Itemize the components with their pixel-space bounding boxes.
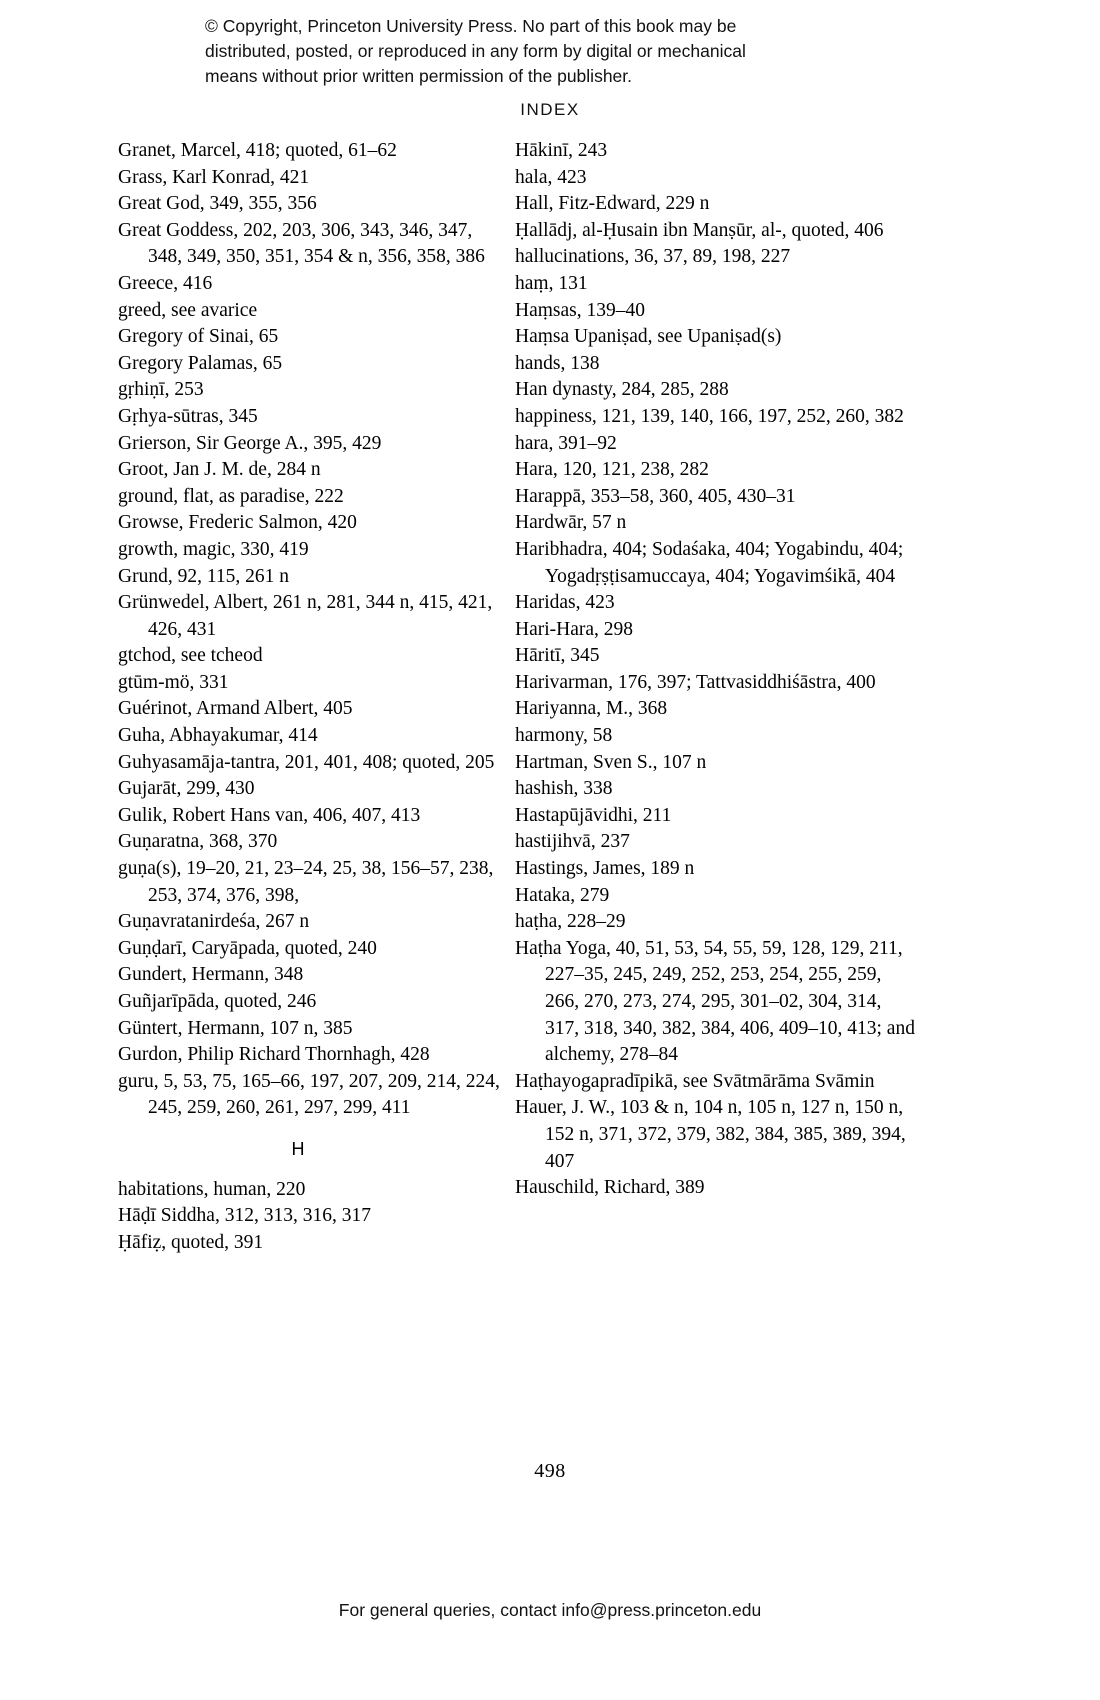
index-entry: Hara, 120, 121, 238, 282	[515, 459, 709, 481]
footer-contact: For general queries, contact info@press.princeton.edu	[338, 1600, 762, 1620]
index-entry: Hall, Fitz-Edward, 229 n	[515, 193, 710, 215]
index-entry: Haṃsa Upaniṣad, see Upaniṣad(s)	[515, 326, 782, 348]
index-entry: Hākinī, 243	[515, 140, 608, 161]
index-entry: Hauer, J. W., 103 & n, 104 n, 105 n, 127 n, 150 n, 152 n, 371, 372, 379, 382, 384, 385, 389, 394, 407	[515, 1097, 906, 1172]
index-entry: hara, 391–92	[515, 432, 617, 454]
index-entry: Grünwedel, Albert, 261 n, 281, 344 n, 415, 421, 426, 431	[118, 592, 493, 640]
index-entry: Grierson, Sir George A., 395, 429	[118, 432, 382, 454]
letter-heading: H	[291, 1138, 305, 1159]
index-entry: Gregory of Sinai, 65	[118, 326, 279, 348]
index-entry: Harappā, 353–58, 360, 405, 430–31	[515, 485, 796, 507]
index-entry: Hariyanna, M., 368	[515, 698, 668, 720]
index-entry: Groot, Jan J. M. de, 284 n	[118, 459, 321, 481]
index-entry: Ḥallādj, al-Ḥusain ibn Manṣūr, al-, quoted, 406	[515, 219, 884, 241]
index-entry: happiness, 121, 139, 140, 166, 197, 252, 260, 382	[515, 405, 904, 427]
index-entry: Grund, 92, 115, 261 n	[118, 565, 289, 587]
page-title: INDEX	[520, 100, 580, 119]
index-entry: growth, magic, 330, 419	[118, 538, 309, 560]
index-entry: harmony, 58	[515, 725, 613, 747]
index-entry: Haridas, 423	[515, 592, 615, 614]
index-entry: Granet, Marcel, 418; quoted, 61–62	[118, 140, 397, 161]
index-entry: Hardwār, 57 n	[515, 512, 627, 534]
index-columns	[0, 138, 1100, 1448]
index-entry: hands, 138	[515, 352, 600, 374]
index-entry: hala, 423	[515, 166, 587, 188]
index-entry: haṃ, 131	[515, 272, 588, 294]
index-entry: Gujarāt, 299, 430	[118, 778, 255, 800]
index-entry: gṛhiṇī, 253	[118, 379, 204, 401]
index-entry: Gundert, Hermann, 348	[118, 964, 304, 986]
index-entry: Guṇḍarī, Caryāpada, quoted, 240	[118, 937, 377, 959]
index-column-left	[118, 138, 508, 1256]
index-entry: guṇa(s), 19–20, 21, 23–24, 25, 38, 156–57, 238, 253, 374, 376, 398,	[118, 858, 494, 906]
index-entry: Greece, 416	[118, 272, 213, 294]
index-column-right	[515, 138, 915, 1202]
index-entry: Hastings, James, 189 n	[515, 858, 695, 880]
index-entry: Gregory Palamas, 65	[118, 352, 283, 374]
index-entry: haṭha, 228–29	[515, 911, 626, 933]
index-entry: Gurdon, Philip Richard Thornhagh, 428	[118, 1044, 430, 1066]
index-entry: Guérinot, Armand Albert, 405	[118, 698, 353, 720]
index-entry: Haṃsas, 139–40	[515, 299, 645, 321]
index-entry: Haṭha Yoga, 40, 51, 53, 54, 55, 59, 128, 129, 211, 227–35, 245, 249, 252, 253, 254, 255, 259, 266, 270, 273, 274, 295, 301–02, 304, 314, 317, 318, 340, 382, 384, 406, 409–10, 413; and alchemy, 278–84	[515, 937, 915, 1066]
index-entry: Haribhadra, 404; Sodaśaka, 404; Yogabindu, 404; Yogadṛṣṭisamuccaya, 404; Yogavimśikā, 404	[515, 538, 904, 587]
index-entry: Guha, Abhayakumar, 414	[118, 725, 318, 747]
index-entry: Hastapūjāvidhi, 211	[515, 804, 672, 826]
index-entry: Guhyasamāja-tantra, 201, 401, 408; quoted, 205	[118, 751, 495, 773]
index-entry: greed, see avarice	[118, 299, 258, 321]
index-entry: Hataka, 279	[515, 884, 610, 906]
index-entry: Hartman, Sven S., 107 n	[515, 751, 707, 773]
index-entry: gtūm-mö, 331	[118, 671, 229, 693]
copyright-line-1: © Copyright, Princeton University Press. No part of this book may be	[205, 16, 737, 36]
index-entry: Guṇaratna, 368, 370	[118, 831, 278, 853]
index-entry: Han dynasty, 284, 285, 288	[515, 379, 729, 401]
index-entry: Guñjarīpāda, quoted, 246	[118, 991, 317, 1012]
index-entry: gtchod, see tcheod	[118, 645, 263, 667]
index-entry: hastijihvā, 237	[515, 831, 630, 853]
index-entry: Hari-Hara, 298	[515, 618, 634, 640]
index-entry: Haṭhayogapradīpikā, see Svātmārāma Svāmin	[515, 1070, 875, 1092]
index-entry: guru, 5, 53, 75, 165–66, 197, 207, 209, 214, 224, 245, 259, 260, 261, 297, 299, 411	[118, 1070, 500, 1119]
index-entry: Great Goddess, 202, 203, 306, 343, 346, 347, 348, 349, 350, 351, 354 & n, 356, 358, 386	[118, 219, 485, 268]
index-entry: Ḥāfiẓ, quoted, 391	[118, 1231, 264, 1253]
copyright-line-3: means without prior written permission of the publisher.	[205, 66, 633, 86]
index-entry: hashish, 338	[515, 778, 613, 800]
page-number: 498	[534, 1460, 566, 1482]
index-entry: ground, flat, as paradise, 222	[118, 485, 344, 507]
index-entry: Growse, Frederic Salmon, 420	[118, 512, 357, 534]
index-entry: Great God, 349, 355, 356	[118, 193, 317, 215]
index-entry: hallucinations, 36, 37, 89, 198, 227	[515, 246, 791, 268]
copyright-notice	[205, 14, 865, 89]
copyright-line-2: distributed, posted, or reproduced in any form by digital or mechanical	[205, 41, 746, 61]
index-entry: Harivarman, 176, 397; Tattvasiddhiśāstra, 400	[515, 671, 876, 693]
index-entry: Hāḍī Siddha, 312, 313, 316, 317	[118, 1205, 371, 1227]
index-entry: Hauschild, Richard, 389	[515, 1177, 705, 1199]
index-entry: Güntert, Hermann, 107 n, 385	[118, 1017, 353, 1039]
index-entry: Grass, Karl Konrad, 421	[118, 166, 310, 188]
index-entry: Guṇavratanirdeśa, 267 n	[118, 911, 310, 933]
index-entry: Gulik, Robert Hans van, 406, 407, 413	[118, 804, 421, 826]
index-entry: Gṛhya-sūtras, 345	[118, 405, 258, 427]
index-entry: Hāritī, 345	[515, 645, 600, 667]
index-entry: habitations, human, 220	[118, 1178, 306, 1200]
